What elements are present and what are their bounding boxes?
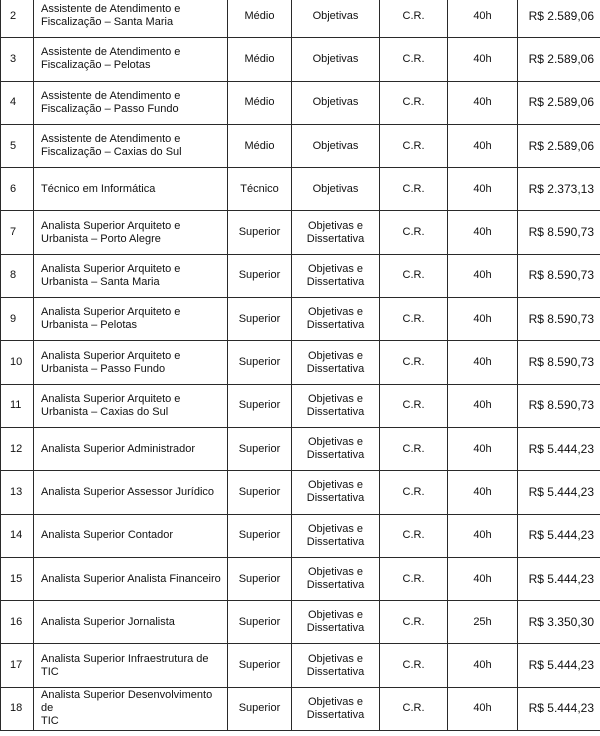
- exam-type-cell: Objetivas e Dissertativa: [292, 471, 380, 514]
- vacancies-cell: C.R.: [380, 687, 448, 730]
- exam-type-cell: Objetivas: [292, 81, 380, 124]
- vacancies-cell: C.R.: [380, 341, 448, 384]
- education-level-cell: Superior: [228, 298, 292, 341]
- position-title-cell: Assistente de Atendimento e Fiscalização – Caxias do Sul: [34, 124, 228, 167]
- workload-cell: 40h: [448, 427, 518, 470]
- workload-cell: 40h: [448, 384, 518, 427]
- education-level-cell: Médio: [228, 81, 292, 124]
- salary-cell: R$ 8.590,73: [518, 384, 600, 427]
- workload-cell: 40h: [448, 644, 518, 687]
- position-title-cell: Analista Superior Assessor Jurídico: [34, 471, 228, 514]
- salary-cell: R$ 8.590,73: [518, 254, 600, 297]
- education-level-cell: Médio: [228, 124, 292, 167]
- education-level-cell: Superior: [228, 254, 292, 297]
- row-number-cell: 14: [1, 514, 34, 557]
- education-level-cell: Médio: [228, 38, 292, 81]
- vacancies-cell: C.R.: [380, 38, 448, 81]
- table-row: [1, 644, 600, 687]
- row-number-cell: 6: [1, 168, 34, 211]
- position-title-cell: Analista Superior Desenvolvimento de TIC: [34, 687, 228, 730]
- salary-cell: R$ 5.444,23: [518, 471, 600, 514]
- workload-cell: 40h: [448, 254, 518, 297]
- salary-cell: R$ 2.373,13: [518, 168, 600, 211]
- vacancies-cell: C.R.: [380, 601, 448, 644]
- vacancies-cell: C.R.: [380, 644, 448, 687]
- row-number-cell: 9: [1, 298, 34, 341]
- row-number-cell: 16: [1, 601, 34, 644]
- row-number-cell: 5: [1, 124, 34, 167]
- table-row: [1, 601, 600, 644]
- row-number-cell: 3: [1, 38, 34, 81]
- vacancies-cell: C.R.: [380, 514, 448, 557]
- row-number-cell: 10: [1, 341, 34, 384]
- education-level-cell: Superior: [228, 427, 292, 470]
- salary-cell: R$ 8.590,73: [518, 211, 600, 254]
- row-number-cell: 7: [1, 211, 34, 254]
- row-number-cell: 8: [1, 254, 34, 297]
- education-level-cell: Superior: [228, 601, 292, 644]
- salary-cell: R$ 2.589,06: [518, 124, 600, 167]
- workload-cell: 40h: [448, 0, 518, 38]
- position-title-cell: Analista Superior Arquiteto e Urbanista – Passo Fundo: [34, 341, 228, 384]
- exam-type-cell: Objetivas e Dissertativa: [292, 211, 380, 254]
- row-number-cell: 4: [1, 81, 34, 124]
- table-row: [1, 384, 600, 427]
- vacancies-cell: C.R.: [380, 298, 448, 341]
- salary-cell: R$ 5.444,23: [518, 644, 600, 687]
- position-title-cell: Analista Superior Arquiteto e Urbanista – Santa Maria: [34, 254, 228, 297]
- workload-cell: 40h: [448, 298, 518, 341]
- salary-cell: R$ 2.589,06: [518, 38, 600, 81]
- position-title-cell: Analista Superior Contador: [34, 514, 228, 557]
- position-title-cell: Analista Superior Arquiteto e Urbanista – Pelotas: [34, 298, 228, 341]
- workload-cell: 40h: [448, 341, 518, 384]
- salary-cell: R$ 5.444,23: [518, 687, 600, 730]
- table-row: [1, 124, 600, 167]
- salary-cell: R$ 5.444,23: [518, 557, 600, 600]
- position-title-cell: Analista Superior Arquiteto e Urbanista – Porto Alegre: [34, 211, 228, 254]
- table-row: [1, 687, 600, 730]
- workload-cell: 25h: [448, 601, 518, 644]
- table-row: [1, 211, 600, 254]
- vacancies-cell: C.R.: [380, 81, 448, 124]
- salary-cell: R$ 5.444,23: [518, 514, 600, 557]
- row-number-cell: 13: [1, 471, 34, 514]
- table-row: [1, 427, 600, 470]
- exam-type-cell: Objetivas e Dissertativa: [292, 557, 380, 600]
- education-level-cell: Superior: [228, 687, 292, 730]
- workload-cell: 40h: [448, 471, 518, 514]
- exam-type-cell: Objetivas: [292, 38, 380, 81]
- salary-cell: R$ 3.350,30: [518, 601, 600, 644]
- education-level-cell: Superior: [228, 211, 292, 254]
- position-title-cell: Técnico em Informática: [34, 168, 228, 211]
- education-level-cell: Superior: [228, 644, 292, 687]
- workload-cell: 40h: [448, 557, 518, 600]
- exam-type-cell: Objetivas: [292, 0, 380, 38]
- vacancies-cell: C.R.: [380, 0, 448, 38]
- row-number-cell: 12: [1, 427, 34, 470]
- table-body: [1, 0, 600, 731]
- exam-type-cell: Objetivas e Dissertativa: [292, 514, 380, 557]
- position-title-cell: Analista Superior Analista Financeiro: [34, 557, 228, 600]
- table-row: [1, 471, 600, 514]
- education-level-cell: Superior: [228, 341, 292, 384]
- exam-type-cell: Objetivas e Dissertativa: [292, 427, 380, 470]
- table-row: [1, 557, 600, 600]
- table-row: [1, 514, 600, 557]
- salary-cell: R$ 8.590,73: [518, 298, 600, 341]
- exam-type-cell: Objetivas: [292, 168, 380, 211]
- position-title-cell: Analista Superior Infraestrutura de TIC: [34, 644, 228, 687]
- table-row: [1, 0, 600, 38]
- workload-cell: 40h: [448, 81, 518, 124]
- salary-cell: R$ 5.444,23: [518, 427, 600, 470]
- education-level-cell: Superior: [228, 514, 292, 557]
- position-title-cell: Analista Superior Administrador: [34, 427, 228, 470]
- education-level-cell: Superior: [228, 384, 292, 427]
- workload-cell: 40h: [448, 38, 518, 81]
- exam-type-cell: Objetivas e Dissertativa: [292, 254, 380, 297]
- workload-cell: 40h: [448, 168, 518, 211]
- table-row: [1, 38, 600, 81]
- row-number-cell: 11: [1, 384, 34, 427]
- table-row: [1, 81, 600, 124]
- vacancies-cell: C.R.: [380, 471, 448, 514]
- education-level-cell: Superior: [228, 471, 292, 514]
- exam-type-cell: Objetivas e Dissertativa: [292, 601, 380, 644]
- exam-type-cell: Objetivas e Dissertativa: [292, 341, 380, 384]
- position-title-cell: Assistente de Atendimento e Fiscalização – Pelotas: [34, 38, 228, 81]
- education-level-cell: Superior: [228, 557, 292, 600]
- table-row: [1, 168, 600, 211]
- salary-cell: R$ 2.589,06: [518, 0, 600, 38]
- salary-cell: R$ 8.590,73: [518, 341, 600, 384]
- exam-type-cell: Objetivas e Dissertativa: [292, 298, 380, 341]
- position-title-cell: Analista Superior Arquiteto e Urbanista – Caxias do Sul: [34, 384, 228, 427]
- workload-cell: 40h: [448, 687, 518, 730]
- salary-cell: R$ 2.589,06: [518, 81, 600, 124]
- exam-type-cell: Objetivas e Dissertativa: [292, 644, 380, 687]
- workload-cell: 40h: [448, 514, 518, 557]
- vacancies-cell: C.R.: [380, 168, 448, 211]
- position-title-cell: Analista Superior Jornalista: [34, 601, 228, 644]
- exam-type-cell: Objetivas e Dissertativa: [292, 687, 380, 730]
- row-number-cell: 18: [1, 687, 34, 730]
- table-row: [1, 341, 600, 384]
- vacancies-cell: C.R.: [380, 384, 448, 427]
- position-title-cell: Assistente de Atendimento e Fiscalização – Passo Fundo: [34, 81, 228, 124]
- education-level-cell: Médio: [228, 0, 292, 38]
- exam-type-cell: Objetivas e Dissertativa: [292, 384, 380, 427]
- workload-cell: 40h: [448, 124, 518, 167]
- vacancies-cell: C.R.: [380, 254, 448, 297]
- row-number-cell: 15: [1, 557, 34, 600]
- vacancies-cell: C.R.: [380, 557, 448, 600]
- exam-type-cell: Objetivas: [292, 124, 380, 167]
- row-number-cell: 17: [1, 644, 34, 687]
- education-level-cell: Técnico: [228, 168, 292, 211]
- table-row: [1, 298, 600, 341]
- workload-cell: 40h: [448, 211, 518, 254]
- vacancies-cell: C.R.: [380, 427, 448, 470]
- table-row: [1, 254, 600, 297]
- vacancies-cell: C.R.: [380, 211, 448, 254]
- row-number-cell: 2: [1, 0, 34, 38]
- position-title-cell: Assistente de Atendimento e Fiscalização – Santa Maria: [34, 0, 228, 38]
- vacancies-cell: C.R.: [380, 124, 448, 167]
